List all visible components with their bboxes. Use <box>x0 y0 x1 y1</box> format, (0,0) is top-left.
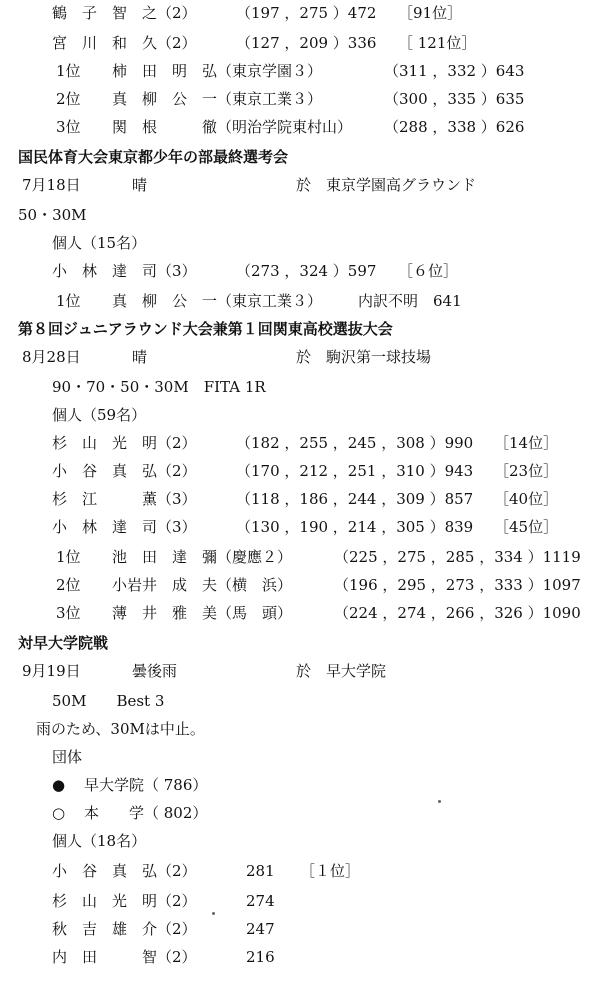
event-weather: 晴 <box>132 348 148 366</box>
athlete-name: 小 谷 真 弘（2） <box>52 462 197 480</box>
score-breakdown: （196 ，295 ，273 ，333 ）1097 <box>334 576 581 594</box>
score-breakdown: （311 ，332 ）643 <box>384 62 525 80</box>
score-breakdown: （118 ，186 ，244 ，309 ）857 <box>236 490 474 508</box>
athlete-name: 池 田 達 彌（慶應２） <box>112 548 293 566</box>
event-date: 9月19日 <box>22 662 81 680</box>
score-breakdown: （182 ，255 ，245 ，308 ）990 <box>236 434 474 452</box>
rank-badge: ［45位］ <box>494 518 559 536</box>
total-score: 216 <box>246 948 275 966</box>
rank-badge: ［14位］ <box>494 434 559 452</box>
athlete-name: 薄 井 雅 美（馬 頭） <box>112 604 293 622</box>
score-breakdown: （225 ，275 ，285 ，334 ）1119 <box>334 548 581 566</box>
event-venue: 於 駒沢第一球技場 <box>296 348 432 366</box>
rank-badge: ［６位］ <box>398 262 459 280</box>
score-breakdown: （300 ，335 ）635 <box>384 90 525 108</box>
event-venue: 於 東京学園高グラウンド <box>296 176 477 194</box>
place-label: 2位 <box>56 90 81 108</box>
place-label: 3位 <box>56 604 81 622</box>
score-breakdown: 内訳不明 641 <box>358 292 462 310</box>
athlete-name: 真 柳 公 一（東京工業３） <box>112 90 323 108</box>
score-breakdown: （288 ，338 ）626 <box>384 118 525 136</box>
rank-badge: ［ 121位］ <box>398 34 477 52</box>
athlete-name: 小 林 達 司（3） <box>52 262 197 280</box>
athlete-name: 宮 川 和 久（2） <box>52 34 197 52</box>
team-score: 本 学（ 802） <box>84 804 208 822</box>
athlete-name: 関 根 徹（明治学院東村山） <box>112 118 353 136</box>
athlete-name: 小 谷 真 弘（2） <box>52 862 197 880</box>
rank-badge: ［23位］ <box>494 462 559 480</box>
score-breakdown: （273 ，324 ）597 <box>236 262 377 280</box>
place-label: 3位 <box>56 118 81 136</box>
place-label: 1位 <box>56 62 81 80</box>
scan-speck <box>212 912 215 915</box>
athlete-name: 秋 吉 雄 介（2） <box>52 920 197 938</box>
athlete-name: 内 田 智（2） <box>52 948 197 966</box>
record-page: 鶴 子 智 之（2） （197 ，275 ）472 ［91位］ 宮 川 和 久（2） （127 ，209 ）336 ［ 121位］ 1位 柿 田 明 弘（東京学園３） （311 ，332 ）643 2位 真 柳 公 一（東京工業３） （300 ，335 ）635 3位 関 根 徹（明治学院東村山） （288 ，338 ）626 国民体育大会東京都少年の部最終選考会 7月18日 晴 於 東京学園高グラウンド 50・30M 個人（15名） 小 林 達 司（3） （273 ，324 ）597 ［６位］ 1位 真 柳 公 一（東京工業３） 内訳不明 641 第８回ジュニアラウンド大会兼第１回関東高校選抜大会 8月28日 晴 於 駒沢第一球技場 90・70・50・30M FITA 1R 個人（59名） 杉 山 光 明（2） （182 ，255 ，245 ，308 ）990 ［14位］ 小 谷 真 弘（2） （170 ，212 ，251 ，310 ）943 ［23位］ 杉 江 薫（3） （118 ，186 ，244 ，309 ）857 ［40位］ 小 林 達 司（3） （130 ，190 ，214 ，305 ）839 ［45位］ 1位 池 田 達 彌（慶應２） （225 ，275 ，285 ，334 ）1119 2位 小岩井 成 夫（横 浜） （196 ，295 ，273 ，333 ）1097 3位 薄 井 雅 美（馬 頭） （224 ，274 ，266 ，326 ）1090 対早大学院戦 9月19日 曇後雨 於 早大学院 50M Best 3 雨のため、30Mは中止。 団体 ● 早大学院（ 786） ○ 本 学（ 802） 個人（18名） 小 谷 真 弘（2） 281 ［１位］ 杉 山 光 明（2） 274 秋 吉 雄 介（2） 247 内 田 智（2） 216 <box>18 4 581 966</box>
total-score: 281 <box>246 862 275 880</box>
athlete-name: 小 林 達 司（3） <box>52 518 197 536</box>
place-label: 1位 <box>56 292 81 310</box>
athlete-name: 真 柳 公 一（東京工業３） <box>112 292 323 310</box>
scan-speck <box>438 800 441 803</box>
loss-mark-icon: ● <box>52 776 66 794</box>
athlete-name: 小岩井 成 夫（横 浜） <box>112 576 293 594</box>
total-score: 274 <box>246 892 275 910</box>
athlete-name: 鶴 子 智 之（2） <box>52 4 197 22</box>
score-breakdown: （197 ，275 ）472 <box>236 4 377 22</box>
event-weather: 曇後雨 <box>132 662 178 680</box>
event-date: 7月18日 <box>22 176 81 194</box>
event-weather: 晴 <box>132 176 148 194</box>
rank-badge: ［40位］ <box>494 490 559 508</box>
place-label: 2位 <box>56 576 81 594</box>
score-breakdown: （170 ，212 ，251 ，310 ）943 <box>236 462 474 480</box>
score-breakdown: （127 ，209 ）336 <box>236 34 377 52</box>
event-venue: 於 早大学院 <box>296 662 387 680</box>
rank-badge: ［91位］ <box>398 4 463 22</box>
total-score: 247 <box>246 920 275 938</box>
athlete-name: 杉 江 薫（3） <box>52 490 197 508</box>
score-breakdown: （130 ，190 ，214 ，305 ）839 <box>236 518 474 536</box>
athlete-name: 杉 山 光 明（2） <box>52 434 197 452</box>
rank-badge: ［１位］ <box>300 862 361 880</box>
athlete-name: 柿 田 明 弘（東京学園３） <box>112 62 323 80</box>
athlete-name: 杉 山 光 明（2） <box>52 892 197 910</box>
score-breakdown: （224 ，274 ，266 ，326 ）1090 <box>334 604 581 622</box>
event-date: 8月28日 <box>22 348 81 366</box>
place-label: 1位 <box>56 548 81 566</box>
win-mark-icon: ○ <box>52 804 66 822</box>
team-score: 早大学院（ 786） <box>84 776 208 794</box>
